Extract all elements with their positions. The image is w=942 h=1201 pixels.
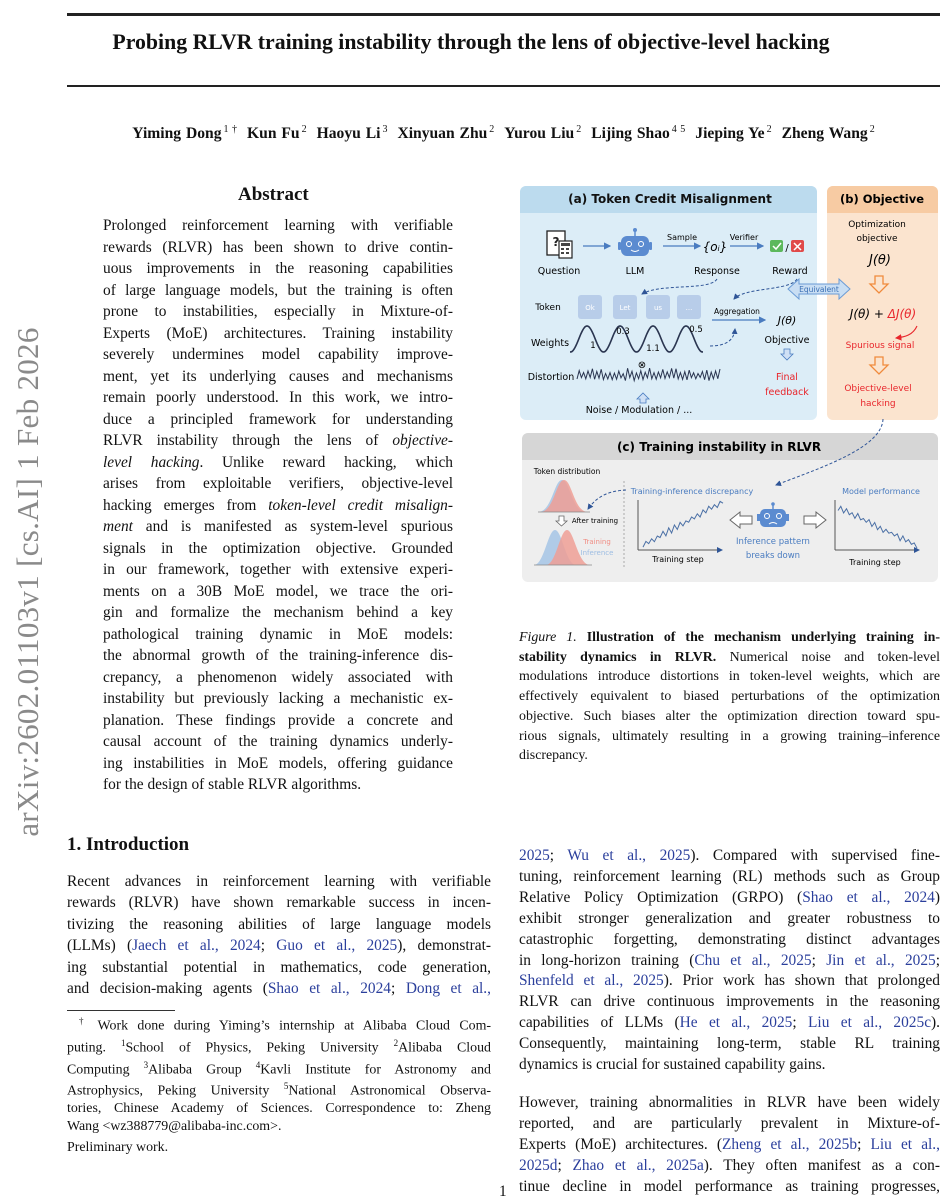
text-span: catastrophic forgetting, demonstrating distinct advantages (519, 930, 940, 948)
author-name: Xinyuan Zhu (397, 125, 488, 143)
weight-value: 0.3 (616, 327, 630, 337)
author-name: Kun Fu (247, 125, 300, 143)
text-line (67, 1013, 491, 1035)
text-span: hacking emerges from (103, 496, 269, 514)
token-text: us (653, 304, 663, 312)
introduction-text (67, 871, 491, 999)
text-line (103, 602, 453, 624)
response-label: Response (694, 266, 740, 277)
text-span: ; (549, 847, 568, 864)
text-span: capabilities of LLMs ( (519, 1014, 680, 1032)
text-line (103, 344, 453, 366)
text-line (67, 935, 491, 956)
text-line (519, 727, 940, 747)
text-line (67, 1078, 491, 1100)
text-line (103, 774, 453, 796)
optimization-objective-label: objective (856, 234, 898, 244)
text-span: 4 (255, 1059, 261, 1070)
text-span: ; (557, 1156, 573, 1174)
text-span: ing instabilities in MoE models, offering guidance (103, 754, 453, 772)
author-affiliation: 2 (576, 124, 582, 135)
text-line (519, 1093, 940, 1114)
reward-label: Reward (772, 266, 808, 277)
text-span: severely undermines model capability improve- (103, 346, 453, 363)
text-span: Figure 1. (519, 630, 577, 645)
text-span: in long-horizon training ( (519, 951, 695, 969)
text-line (103, 731, 453, 753)
text-line (103, 645, 453, 667)
text-span: remain poorly understood. In this work, we intro- (103, 389, 453, 406)
text-line (519, 1055, 940, 1076)
sample-label: Sample (667, 233, 697, 242)
text-span: Experts (MoE) architectures. ( (519, 1135, 722, 1153)
text-span: planation. These findings provide a concrete and (103, 711, 453, 729)
text-span: ing substantial potential in mathematics, code generation, (67, 958, 491, 976)
text-span: ; (857, 1135, 871, 1153)
abstract-heading: Abstract (238, 184, 309, 205)
text-line (103, 452, 453, 474)
text-span: uous improvements in the reasoning capabilities (103, 260, 453, 277)
author (695, 125, 771, 142)
text-line (519, 648, 940, 668)
text-line (103, 215, 453, 237)
author-affiliation: 4 5 (671, 124, 686, 135)
text-span: of large language models, but the training is often (103, 281, 453, 299)
arxiv-stamp: arXiv:2602.01103v1 [cs.AI] 1 Feb 2026 (10, 327, 45, 837)
text-span: crepancy, a phenomenon widely associated with (103, 668, 453, 686)
introduction-text-continued (519, 846, 940, 1076)
text-span: ). Prior work has shown that prolonged (663, 972, 940, 990)
text-line (103, 366, 453, 388)
text-line (67, 892, 491, 913)
text-span: ; (260, 937, 277, 955)
weights-label: Weights (530, 338, 570, 349)
objective-hacking-label: hacking (860, 399, 896, 409)
citation-link[interactable]: Guo et al., 2025 (276, 937, 398, 955)
text-span: Relative Policy Optimization (GRPO) ( (519, 888, 803, 906)
text-span: Prolonged reinforcement learning with verifiable (103, 217, 453, 234)
discrepancy-label: Training-inference discrepancy (630, 487, 754, 496)
text-span: ; (792, 1014, 809, 1032)
text-span: ) (934, 888, 940, 906)
figure-caption (519, 628, 940, 766)
citation-link[interactable]: Jin et al., 2025 (826, 951, 936, 969)
text-span: discrepancy. (519, 748, 588, 764)
citation-link[interactable]: Zhao et al., 2025a (572, 1156, 704, 1174)
slash-separator: / (785, 243, 789, 254)
author (397, 125, 494, 142)
text-span: ). They often manifest as a con- (703, 1156, 940, 1174)
text-span: stability dynamics in RLVR. (519, 649, 717, 665)
objective-symbol: J(θ) (869, 253, 891, 268)
text-span: ; (390, 980, 406, 998)
text-line (103, 409, 453, 431)
text-span: modulations introduce distortions in token-level weights, which are (519, 669, 940, 685)
text-line (519, 930, 940, 951)
text-span: rious signals, ultimately resulting in a growing training–inference (519, 728, 940, 744)
optimization-objective-label: Optimization (848, 220, 906, 230)
x-axis-label: Training step (849, 558, 901, 567)
author (247, 125, 307, 142)
aggregation-label: Aggregation (714, 307, 760, 316)
svg-text:?: ? (552, 235, 560, 249)
text-line (519, 909, 940, 930)
citation-link[interactable]: 2025d (519, 1156, 558, 1174)
text-span: signals in the optimization objective. Grounded (103, 539, 453, 557)
text-span: RLVR instability through the lens of (103, 432, 393, 449)
panel-training-instability (522, 433, 938, 582)
text-span: token-level credit misalign- (268, 496, 453, 514)
text-line (67, 957, 491, 978)
preliminary-note: Preliminary work. (67, 1140, 169, 1155)
text-line (103, 258, 453, 280)
text-span: However, training abnormalities in RLVR have been widely (519, 1094, 940, 1111)
weight-value: 1 (590, 341, 596, 351)
text-span: Alibaba Group (148, 1062, 256, 1078)
title-bottom-rule (67, 85, 940, 87)
text-span: Alibaba Cloud (398, 1040, 491, 1056)
text-span: reported, and are particularly prevalent in Mixture-of- (519, 1114, 940, 1132)
text-line (519, 746, 940, 766)
llm-label: LLM (625, 266, 645, 277)
objective-hacking-label: Objective-level (844, 384, 912, 394)
text-span: Wang <wz388779@alibaba-inc.com>. (67, 1118, 282, 1134)
text-line (103, 323, 453, 345)
breakdown-label: Inference pattern (736, 537, 810, 547)
citation-link[interactable]: Shao et al., 2024 (267, 980, 391, 998)
text-span: . Unlike reward hacking, which (199, 453, 453, 471)
verifier-label: Verifier (729, 233, 759, 242)
text-span: Illustration of the mechanism underlying training in- (586, 630, 940, 645)
author (132, 125, 237, 142)
paper-title: Probing RLVR training instability through the lens of objective-level hacking (112, 30, 830, 54)
panel-b-title: (b) Objective (839, 192, 925, 206)
text-line (103, 495, 453, 517)
text-span: Computing (67, 1062, 144, 1078)
text-line (519, 1135, 940, 1156)
after-training-label: After training (571, 517, 619, 525)
text-line (67, 1100, 491, 1117)
text-span: exhibit stronger generalization and greater robustness to (519, 909, 940, 927)
text-span: ments on a 30B MoE model, we trace the ori- (103, 582, 453, 600)
author-name: Yurou Liu (504, 125, 575, 143)
text-line (519, 707, 940, 727)
token-text: ... (685, 304, 693, 312)
text-span: tuning, reinforcement learning (RL) methods such as Group (519, 867, 940, 885)
text-span: ; (935, 951, 941, 969)
footnote-text (67, 1013, 491, 1135)
abstract-text (103, 215, 453, 796)
text-span: dynamics is crucial for sustained capability gains. (519, 1056, 826, 1074)
text-line (519, 846, 940, 867)
breakdown-label: breaks down (745, 551, 801, 561)
text-span: causal account of the training dynamics underly- (103, 733, 453, 750)
author-affiliation: 2 (489, 124, 495, 135)
token-text: Ok (585, 304, 595, 312)
text-span: duce a principled framework for understanding (103, 410, 453, 428)
weight-value: 1.1 (646, 344, 660, 354)
text-line (519, 867, 940, 888)
text-line (103, 667, 453, 689)
text-span: 1 (120, 1037, 126, 1048)
text-span: arises from exploitable verifiers, objective-level (103, 475, 453, 492)
text-line (519, 888, 940, 909)
text-line (103, 624, 453, 646)
text-span: effectively equivalent to biased perturbations of the optimization (519, 689, 940, 705)
text-line (103, 473, 453, 495)
model-performance-label: Model performance (842, 487, 920, 496)
objective-symbol: J(θ) (777, 314, 797, 327)
text-span: tivizing the reasoning abilities of large language models (67, 915, 491, 933)
author (504, 125, 581, 142)
text-span: ), demonstrat- (397, 937, 491, 955)
text-span: † (79, 1016, 98, 1026)
final-feedback-label: feedback (765, 387, 809, 398)
citation-link[interactable]: 2025 (519, 847, 550, 864)
otimes-symbol: ⊗ (637, 360, 647, 371)
text-span: ; (811, 951, 827, 969)
text-span: puting. (67, 1040, 121, 1056)
token-text: Let (619, 304, 631, 312)
perturbed-objective: J(θ) + ΔJ(θ) (849, 307, 917, 321)
author (782, 125, 875, 142)
text-span: 5 (283, 1081, 289, 1092)
text-line (519, 628, 940, 648)
text-span: and decision-making agents ( (67, 980, 268, 998)
author (317, 125, 388, 142)
text-line (103, 516, 453, 538)
panel-token-credit-misalignment (520, 186, 817, 420)
text-span: gin and formalize the mechanism behind a key (103, 604, 453, 621)
legend-training: Training (583, 538, 611, 546)
text-span (577, 630, 587, 645)
noise-label: Noise / Modulation / ... (585, 405, 693, 416)
text-span: 2 (393, 1037, 399, 1048)
text-span: Experts (MoE) architectures. Training instability (103, 324, 453, 342)
text-span: for the design of stable RLVR algorithms. (103, 776, 362, 793)
legend-inference: Inference (580, 549, 614, 557)
citation-link[interactable]: Zheng et al., 2025b (722, 1135, 858, 1153)
text-line (519, 951, 940, 972)
token-distribution-label: Token distribution (533, 467, 601, 476)
weight-value: 0.5 (689, 325, 703, 335)
question-label: Question (537, 266, 581, 277)
text-line (519, 1114, 940, 1135)
text-span: 3 (143, 1059, 149, 1070)
text-line (67, 871, 491, 892)
text-span: ). (931, 1014, 941, 1032)
text-span: ment, yet its underlying causes and mechanisms (103, 367, 453, 385)
text-span: level hacking (103, 453, 200, 471)
text-line (103, 538, 453, 560)
spurious-signal-label: Spurious signal (845, 341, 915, 351)
text-line (67, 1057, 491, 1079)
text-span: (LLMs) ( (67, 937, 133, 955)
author-affiliation: 3 (382, 124, 388, 135)
text-line (103, 301, 453, 323)
author-affiliation: 1 † (223, 124, 238, 135)
final-feedback-label: Final (776, 372, 798, 383)
citation-link[interactable]: Chu et al., 2025 (694, 951, 812, 969)
text-line (103, 559, 453, 581)
text-span: Numerical noise and token-level (716, 649, 940, 665)
text-line (103, 581, 453, 603)
author-name: Haoyu Li (316, 125, 381, 143)
text-line (103, 430, 453, 452)
text-line (67, 1118, 491, 1135)
text-line (103, 688, 453, 710)
token-label: Token (535, 303, 561, 313)
author-affiliation: 2 (766, 124, 772, 135)
text-span: prone to instabilities, especially in Mixture-of- (103, 303, 453, 320)
text-span: objective. Such biases alter the optimization direction toward spu- (519, 708, 940, 724)
citation-link[interactable]: Shenfeld et al., 2025 (519, 972, 664, 990)
author (591, 125, 685, 142)
text-line (519, 687, 940, 707)
text-span: Recent advances in reinforcement learning with verifiable (67, 873, 491, 890)
citation-link[interactable]: Jaech et al., 2024 (132, 937, 261, 955)
text-line (67, 914, 491, 935)
equivalent-double-arrow (788, 279, 850, 299)
panel-objective (827, 186, 938, 420)
text-line (67, 1035, 491, 1057)
panel-c-title: (c) Training instability in RLVR (616, 440, 822, 454)
text-span: in our framework, together with extensive experi- (103, 561, 453, 578)
text-line (103, 710, 453, 732)
text-line (103, 387, 453, 409)
text-span: Consequently, maintaining long-term, stable RL training (519, 1035, 940, 1053)
text-span: RLVR can drive continuous improvements in the reasoning (519, 993, 940, 1011)
citation-link[interactable]: Shao et al., 2024 (802, 888, 935, 906)
text-line (103, 280, 453, 302)
citation-link[interactable]: Liu et al., 2025c (808, 1014, 932, 1032)
author-affiliation: 2 (869, 124, 875, 135)
text-line (103, 753, 453, 775)
top-rule (67, 13, 940, 16)
text-line (103, 237, 453, 259)
footnote-rule (67, 1010, 175, 1011)
author-affiliation: 2 (301, 124, 307, 135)
response-set-symbol: {oᵢ} (702, 240, 728, 254)
equivalent-label: Equivalent (799, 285, 839, 294)
text-span: National Astronomical Observa- (288, 1084, 491, 1100)
text-span: rewards (RLVR) have shown remarkable success in incen- (67, 894, 491, 912)
author-name: Jieping Ye (695, 125, 765, 143)
text-line (519, 667, 940, 687)
panel-a-title: (a) Token Credit Misalignment (568, 192, 772, 206)
text-line (519, 1013, 940, 1034)
author-name: Lijing Shao (591, 125, 670, 143)
text-line (519, 992, 940, 1013)
x-axis-label: Training step (652, 555, 704, 564)
text-span: the abnormal growth of the training-inference dis- (103, 647, 453, 664)
text-span: ment (103, 518, 133, 535)
text-line (519, 1177, 940, 1198)
cross-icon (791, 240, 804, 252)
distortion-label: Distortion (527, 372, 575, 383)
text-span: and is manifested as system-level spurious (132, 518, 453, 535)
citation-link[interactable]: Dong et al., (405, 980, 492, 998)
page-number: 1 (499, 1183, 507, 1200)
text-span: School of Physics, Peking University (125, 1040, 394, 1056)
introduction-paragraph-2 (519, 1093, 940, 1198)
section-heading-introduction: 1. Introduction (67, 834, 190, 855)
text-span: tinue decline in model performance as training progresses, (519, 1177, 940, 1195)
objective-label: Objective (764, 335, 810, 346)
citation-link[interactable]: Wu et al., 2025 (567, 847, 691, 864)
text-span: objective- (392, 432, 453, 449)
author-name: Zheng Wang (781, 125, 868, 143)
text-line (67, 978, 491, 999)
citation-link[interactable]: He et al., 2025 (679, 1014, 793, 1032)
text-span: Work done during Yiming’s internship at Alibaba Cloud Com- (97, 1018, 492, 1034)
text-span: instability but previously lacking a mechanistic ex- (103, 690, 453, 707)
text-line (519, 1034, 940, 1055)
text-span: Kavli Institute for Astronomy and (260, 1062, 491, 1078)
text-span: ). Compared with supervised fine- (690, 847, 940, 864)
text-span: tories, Chinese Academy of Sciences. Correspondence to: Zheng (67, 1101, 491, 1117)
citation-link[interactable]: Liu et al., (870, 1135, 941, 1153)
author-list (67, 124, 940, 143)
text-line (519, 971, 940, 992)
text-span: Astrophysics, Peking University (67, 1084, 284, 1100)
check-icon (770, 240, 783, 252)
text-span: pathological training dynamic in MoE models: (103, 625, 453, 643)
author-name: Yiming Dong (132, 125, 222, 143)
figure-1-diagram (520, 183, 940, 583)
text-line (519, 1156, 940, 1177)
text-span: rewards (RLVR) has been shown to drive contin- (103, 238, 453, 256)
